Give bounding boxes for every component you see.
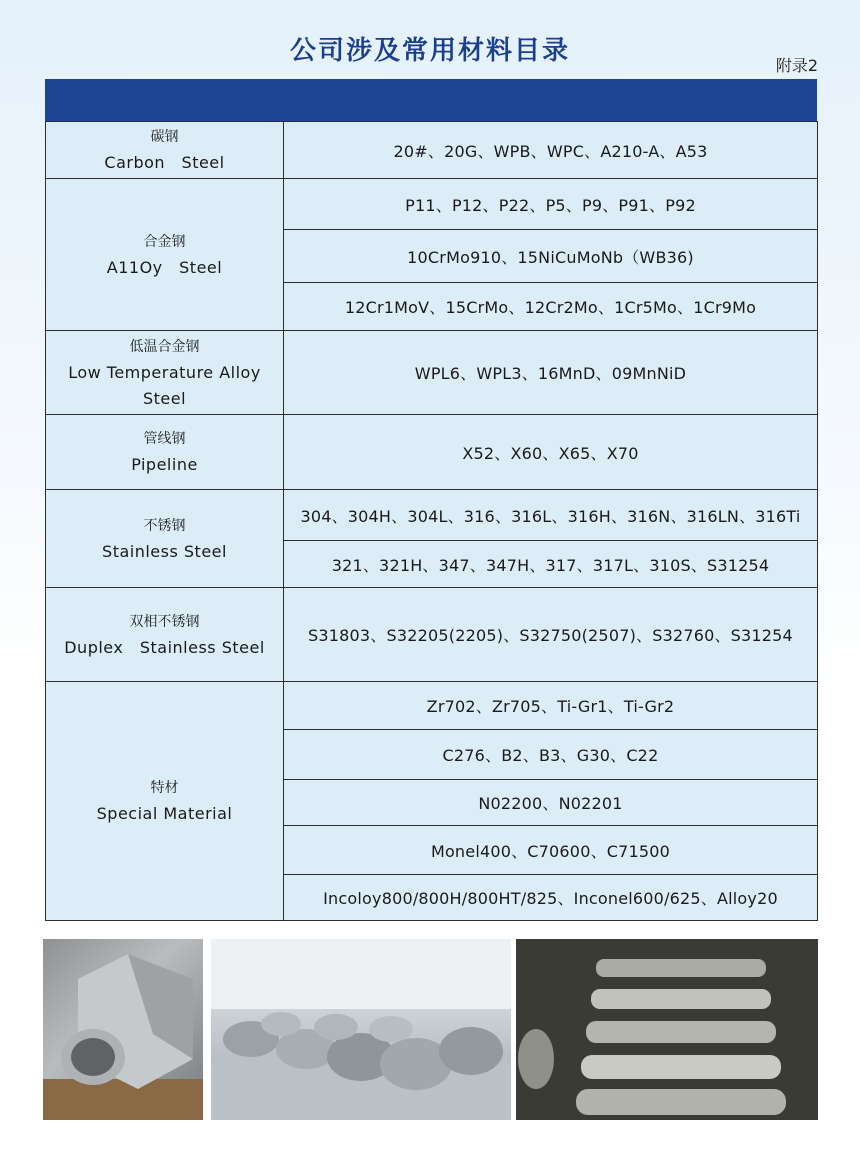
table-row — [46, 122, 818, 179]
category-cell — [46, 588, 284, 682]
grade-cell: P11、P12、P22、P5、P9、P91、P92 — [284, 179, 818, 230]
category-cell — [46, 179, 284, 331]
grade-cell: 304、304H、304L、316、316L、316H、316N、316LN、316Ti — [284, 490, 818, 541]
category-zh: 低温合金钢 — [129, 338, 200, 355]
category-zh: 双相不锈钢 — [129, 613, 200, 630]
grade-cell: 12Cr1MoV、15CrMo、12Cr2Mo、1Cr5Mo、1Cr9Mo — [284, 283, 818, 331]
appendix-label: 附录2 — [775, 56, 818, 75]
category-cell — [46, 415, 284, 490]
category-zh: 管线钢 — [143, 431, 186, 447]
page-title: 公司涉及常用材料目录 — [289, 36, 570, 66]
table-row — [46, 415, 818, 490]
grade-cell: Incoloy800/800H/800HT/825、Inconel600/625、Alloy20 — [284, 875, 818, 921]
grade-cell: Zr702、Zr705、Ti-Gr1、Ti-Gr2 — [284, 682, 818, 730]
grade-cell: WPL6、WPL3、16MnD、09MnNiD — [284, 331, 818, 415]
category-en: A11Oy Steel — [106, 257, 223, 277]
table-row — [46, 682, 818, 730]
equal-tee-fitting-photo — [43, 939, 203, 1120]
table-row — [46, 490, 818, 541]
category-zh: 碳钢 — [150, 129, 179, 145]
grade-cell: Monel400、C70600、C71500 — [284, 826, 818, 875]
stacked-tee-fittings-photo — [516, 939, 818, 1120]
materials-table — [45, 121, 818, 921]
category-cell — [46, 331, 284, 415]
category-en: Low Temperature Alloy Steel — [68, 362, 261, 408]
category-zh: 特材 — [150, 780, 179, 796]
category-zh: 不锈钢 — [143, 517, 186, 534]
category-en: Duplex Stainless Steel — [64, 637, 265, 657]
category-en: Carbon Steel — [104, 153, 225, 172]
table-row — [46, 331, 818, 415]
category-en: Special Material — [96, 804, 233, 823]
grade-cell: 20#、20G、WPB、WPC、A210-A、A53 — [284, 122, 818, 179]
category-cell — [46, 490, 284, 588]
table-row — [46, 179, 818, 230]
pipe-tees-in-workshop-photo — [211, 939, 511, 1120]
table-row — [46, 588, 818, 682]
grade-cell: S31803、S32205(2205)、S32750(2507)、S32760、S31254 — [284, 588, 818, 682]
category-en: Stainless Steel — [102, 541, 227, 561]
grade-cell: 10CrMo910、15NiCuMoNb（WB36) — [284, 230, 818, 283]
category-en: Pipeline — [131, 455, 198, 474]
category-cell — [46, 682, 284, 921]
grade-cell: X52、X60、X65、X70 — [284, 415, 818, 490]
grade-cell: C276、B2、B3、G30、C22 — [284, 730, 818, 780]
grade-cell: 321、321H、347、347H、317、317L、310S、S31254 — [284, 541, 818, 588]
grade-cell: N02200、N02201 — [284, 780, 818, 826]
category-zh: 合金钢 — [143, 233, 186, 250]
category-cell — [46, 122, 284, 179]
table-header-bar — [45, 79, 817, 121]
